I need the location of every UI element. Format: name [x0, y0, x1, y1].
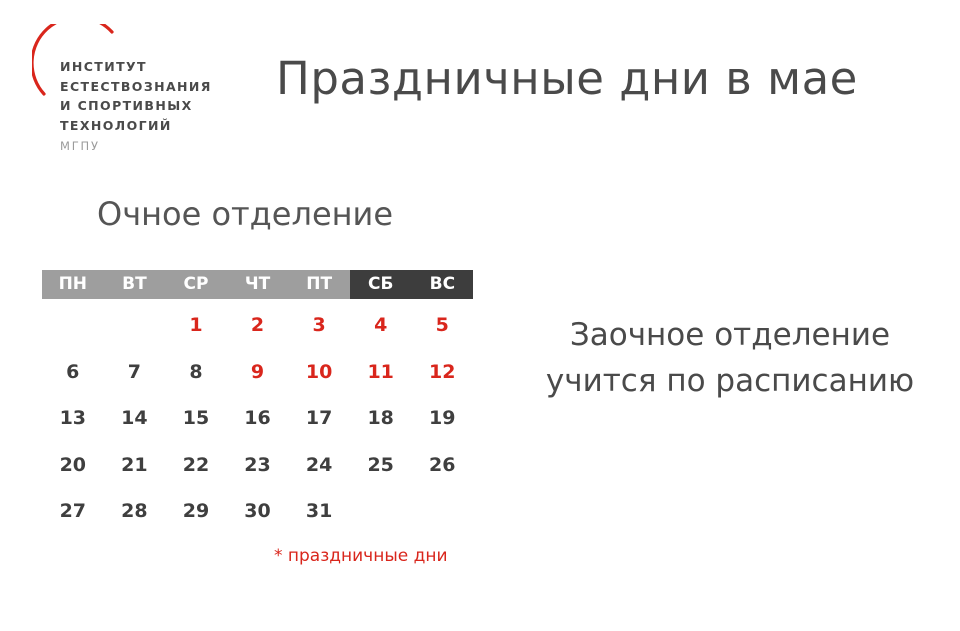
logo-line: ЕСТЕСТВОЗНАНИЯ	[60, 78, 212, 94]
calendar-date: 31	[305, 500, 333, 522]
holiday-date: 9	[250, 360, 265, 383]
calendar-date: 22	[182, 453, 210, 476]
calendar-date	[104, 310, 166, 357]
holiday-footnote: * праздничные дни	[274, 546, 448, 566]
calendar-week-row	[42, 310, 473, 357]
holiday-date: 1	[189, 314, 203, 336]
weekday-header: ВТ	[104, 270, 166, 299]
logo-line: ТЕХНОЛОГИЙ	[60, 117, 172, 133]
calendar-date: 21	[121, 453, 148, 476]
weekday-header: ПТ	[288, 270, 350, 299]
calendar-date: 6	[66, 360, 80, 383]
calendar-date: 17	[305, 407, 333, 429]
calendar-date: 20	[59, 453, 87, 476]
calendar-date: 18	[367, 407, 394, 429]
calendar-date: 26	[429, 453, 456, 476]
holiday-date: 11	[367, 360, 394, 383]
calendar-date	[411, 496, 473, 543]
weekday-header: ВС	[412, 270, 474, 299]
calendar-week-row	[42, 403, 473, 450]
weekday-header: СР	[165, 270, 227, 299]
holiday-date: 4	[374, 314, 388, 336]
calendar-week-row	[42, 357, 473, 404]
weekday-header: ЧТ	[227, 270, 289, 299]
calendar-week-row	[42, 496, 473, 543]
calendar-date: 28	[121, 500, 148, 522]
calendar-date: 27	[59, 500, 87, 522]
calendar-date	[350, 496, 412, 543]
holiday-date: 10	[305, 360, 333, 383]
weekday-header: СБ	[350, 270, 412, 299]
calendar-header	[42, 270, 473, 299]
holiday-date: 12	[429, 360, 456, 383]
calendar-grid	[42, 310, 473, 543]
holiday-date: 2	[250, 314, 265, 336]
calendar-date: 29	[182, 500, 210, 522]
calendar-date: 16	[244, 407, 271, 429]
full-time-label: Очное отделение	[97, 195, 394, 233]
calendar-date: 30	[244, 500, 271, 522]
logo-text	[60, 57, 212, 135]
calendar-date: 15	[182, 407, 210, 429]
calendar-week-row	[42, 450, 473, 497]
calendar-date: 8	[189, 360, 203, 383]
page-title: Праздничные дни в мае	[276, 52, 858, 105]
weekday-header: ПН	[42, 270, 104, 299]
institute-logo	[0, 0, 240, 170]
calendar-date: 14	[121, 407, 148, 429]
calendar-date: 23	[244, 453, 271, 476]
logo-line: И СПОРТИВНЫХ	[60, 98, 193, 113]
calendar-date: 13	[59, 407, 87, 429]
logo-line: ИНСТИТУТ	[60, 59, 147, 74]
correspondence-line-1: Заочное отделение	[569, 317, 891, 353]
holiday-date: 5	[435, 314, 449, 336]
calendar-date: 24	[305, 453, 333, 476]
calendar-date: 7	[127, 360, 141, 383]
holiday-date: 3	[312, 314, 326, 336]
calendar-date: 19	[429, 407, 456, 429]
correspondence-note	[520, 312, 940, 404]
logo-subtitle: МГПУ	[60, 139, 100, 153]
calendar-date: 25	[367, 453, 394, 476]
correspondence-line-2: учится по расписанию	[545, 363, 915, 399]
calendar-date	[42, 310, 104, 357]
